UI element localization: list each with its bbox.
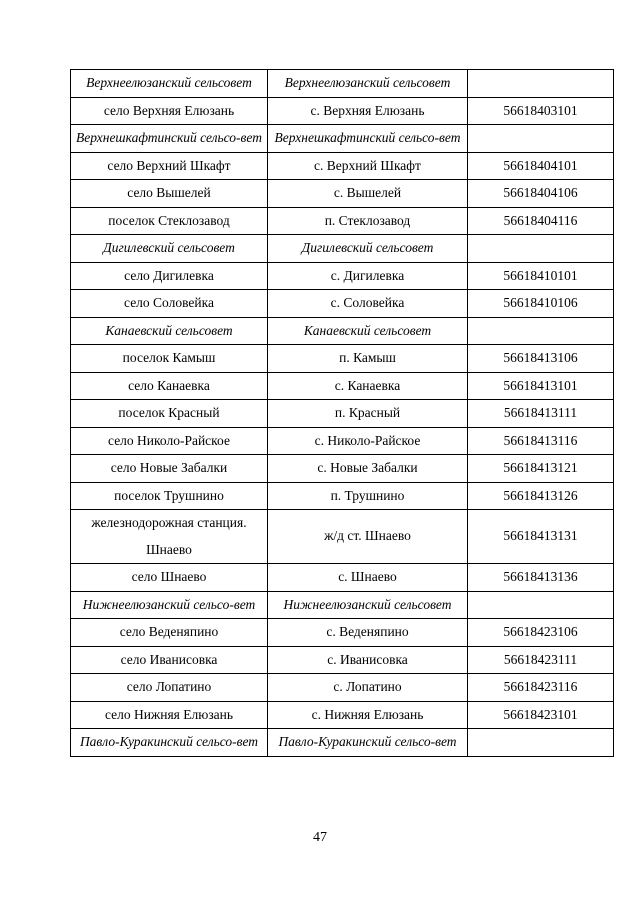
settlement-name-cell: село Новые Забалки (71, 455, 268, 483)
short-name-cell: с. Соловейка (268, 290, 468, 318)
code-cell: 56618404116 (468, 207, 614, 235)
code-cell: 56618413101 (468, 372, 614, 400)
code-cell: 56618423101 (468, 701, 614, 729)
short-name-cell: Дигилевский сельсовет (268, 235, 468, 263)
settlement-name-cell: село Николо-Райское (71, 427, 268, 455)
short-name-cell: Верхнешкафтинский сельсо-вет (268, 125, 468, 153)
settlement-name-cell: железнодорожная станция. Шнаево (71, 510, 268, 564)
code-cell: 56618423116 (468, 674, 614, 702)
short-name-cell: Верхнеелюзанский сельсовет (268, 70, 468, 98)
settlement-name-cell: село Веденяпино (71, 619, 268, 647)
short-name-cell: с. Верхняя Елюзань (268, 97, 468, 125)
short-name-cell: с. Лопатино (268, 674, 468, 702)
settlement-name-cell: поселок Камыш (71, 345, 268, 373)
settlement-name-cell: село Иванисовка (71, 646, 268, 674)
code-cell (468, 70, 614, 98)
table-row (71, 646, 614, 674)
settlement-name-cell: село Шнаево (71, 564, 268, 592)
code-cell (468, 317, 614, 345)
settlement-name-cell: село Вышелей (71, 180, 268, 208)
table-row (71, 262, 614, 290)
code-cell (468, 125, 614, 153)
section-row (71, 317, 614, 345)
table-row (71, 400, 614, 428)
table-row (71, 372, 614, 400)
code-cell: 56618403101 (468, 97, 614, 125)
section-row (71, 591, 614, 619)
table-body (71, 70, 614, 757)
table-row (71, 674, 614, 702)
settlement-name-cell: село Нижняя Елюзань (71, 701, 268, 729)
code-cell: 56618413136 (468, 564, 614, 592)
settlement-name-cell: село Верхняя Елюзань (71, 97, 268, 125)
short-name-cell: п. Красный (268, 400, 468, 428)
code-cell: 56618423111 (468, 646, 614, 674)
code-cell (468, 591, 614, 619)
short-name-cell: Канаевский сельсовет (268, 317, 468, 345)
table-row (71, 152, 614, 180)
table-row (71, 97, 614, 125)
short-name-cell: п. Стеклозавод (268, 207, 468, 235)
settlement-name-cell: поселок Стеклозавод (71, 207, 268, 235)
section-row (71, 235, 614, 263)
table-row (71, 701, 614, 729)
settlement-name-cell: поселок Трушнино (71, 482, 268, 510)
short-name-cell: с. Веденяпино (268, 619, 468, 647)
settlement-name-cell: село Дигилевка (71, 262, 268, 290)
settlement-name-cell: Канаевский сельсовет (71, 317, 268, 345)
short-name-cell: с. Верхний Шкафт (268, 152, 468, 180)
short-name-cell: с. Вышелей (268, 180, 468, 208)
short-name-cell: с. Канаевка (268, 372, 468, 400)
code-cell: 56618404106 (468, 180, 614, 208)
short-name-cell: с. Николо-Райское (268, 427, 468, 455)
table-row (71, 564, 614, 592)
table-row (71, 482, 614, 510)
code-cell: 56618413121 (468, 455, 614, 483)
section-row (71, 70, 614, 98)
settlement-name-cell: поселок Красный (71, 400, 268, 428)
code-cell: 56618413111 (468, 400, 614, 428)
table-row (71, 619, 614, 647)
settlement-name-cell: Верхнеелюзанский сельсовет (71, 70, 268, 98)
settlements-table (70, 69, 614, 757)
settlement-name-cell: Павло-Куракинский сельсо-вет (71, 729, 268, 757)
section-row (71, 125, 614, 153)
settlement-name-cell: село Канаевка (71, 372, 268, 400)
code-cell: 56618413131 (468, 510, 614, 564)
settlement-name-cell: село Соловейка (71, 290, 268, 318)
code-cell: 56618410106 (468, 290, 614, 318)
page-number: 47 (313, 830, 327, 845)
settlement-name-cell: Верхнешкафтинский сельсо-вет (71, 125, 268, 153)
short-name-cell: с. Дигилевка (268, 262, 468, 290)
section-row (71, 729, 614, 757)
code-cell (468, 235, 614, 263)
code-cell: 56618413106 (468, 345, 614, 373)
short-name-cell: Павло-Куракинский сельсо-вет (268, 729, 468, 757)
table-row (71, 290, 614, 318)
short-name-cell: с. Иванисовка (268, 646, 468, 674)
short-name-cell: с. Новые Забалки (268, 455, 468, 483)
short-name-cell: ж/д ст. Шнаево (268, 510, 468, 564)
table-row (71, 455, 614, 483)
code-cell: 56618410101 (468, 262, 614, 290)
short-name-cell: с. Шнаево (268, 564, 468, 592)
short-name-cell: п. Камыш (268, 345, 468, 373)
code-cell (468, 729, 614, 757)
table-row (71, 207, 614, 235)
settlement-name-cell: Нижнеелюзанский сельсо-вет (71, 591, 268, 619)
short-name-cell: п. Трушнино (268, 482, 468, 510)
code-cell: 56618413116 (468, 427, 614, 455)
settlement-name-cell: село Лопатино (71, 674, 268, 702)
code-cell: 56618404101 (468, 152, 614, 180)
settlement-name-cell: Дигилевский сельсовет (71, 235, 268, 263)
code-cell: 56618413126 (468, 482, 614, 510)
table-row (71, 510, 614, 564)
settlement-name-cell: село Верхний Шкафт (71, 152, 268, 180)
short-name-cell: Нижнеелюзанский сельсовет (268, 591, 468, 619)
short-name-cell: с. Нижняя Елюзань (268, 701, 468, 729)
table-row (71, 180, 614, 208)
code-cell: 56618423106 (468, 619, 614, 647)
table-row (71, 345, 614, 373)
table-row (71, 427, 614, 455)
